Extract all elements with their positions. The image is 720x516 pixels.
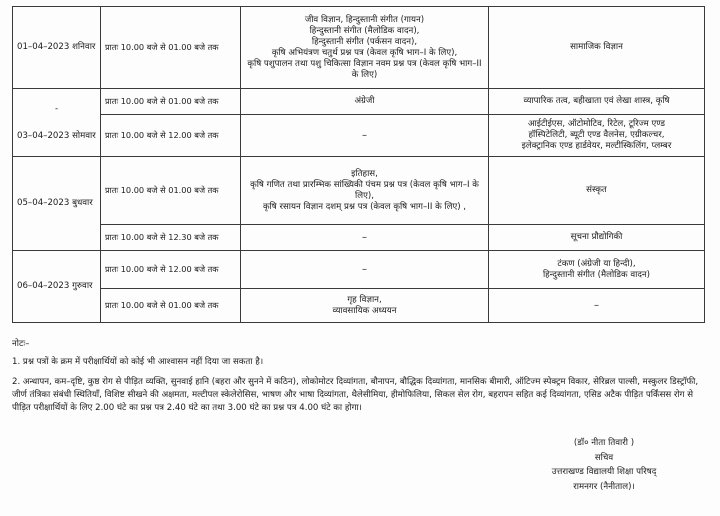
signatory-designation: सचिव (594, 452, 614, 463)
subject-line: कृषि गणित तथा प्रारम्भिक सांख्यिकी पंचम प्रश्न पत्र (केवल कृषि भाग–I के लिए), (250, 179, 479, 201)
exam-time: प्रातः 10.00 बजे से 12.00 बजे तक (101, 115, 241, 157)
signatory-name: (डॉ० नीता तिवारी ) (573, 438, 635, 448)
subject-line: गृह विज्ञान, (347, 294, 382, 305)
exam-time: प्रातः 10.00 बजे से 01.00 बजे तक (101, 89, 241, 115)
subject-line: व्यापारिक तत्व, बहीखाता एवं लेखा शास्त्र, कृषि (523, 96, 670, 106)
subject2-cell (489, 115, 705, 157)
subject-line: संस्कृत (586, 185, 607, 195)
subject-line: जीव विज्ञान, हिन्दुस्तानी संगीत (गायन) (304, 14, 425, 25)
subject-line: सूचना प्रौद्योगिकी (570, 232, 623, 242)
exam-day: सोमवार (72, 130, 96, 141)
subject-line: हिन्दुस्तानी संगीत (मैलोडिक वादन) (542, 269, 651, 280)
subject-line: कृषि अभियंत्रण चतुर्थ प्रश्न पत्र (केवल कृषि भाग–I के लिए), (271, 47, 458, 58)
subject-line: – (594, 300, 599, 311)
exam-date: 06–04–2023 (17, 281, 70, 291)
subject-cell (241, 251, 489, 289)
subject2-cell (489, 225, 705, 251)
subject-line: अंग्रेजी (354, 96, 375, 106)
note-item: 2. अन्धापन, कम–दृष्टि, कुष्ठ रोग से पीड़ित व्यक्ति, सुनवाई हानि (बहरा और सुनने में कठिन), लोकोमोटर दिव्यांगता, बौनापन, बौद्धिक दिव्यांगता, मानसिक बीमारी, ऑटिज्म स्पेक्ट्रम विकार, सेरिब्रल पाल्सी, मस्कुलर डिस्ट्रॉफी, जीर्ण तंत्रिका संबंधी स्थितियाँ, विशिष्ट सीखने की अक्षमता, मल्टीपल स्केलेरोसिस, भाषण और भाषा दिव्यांगता, थैलेसीमिया, हीमोफिलिया, सिकल सेल रोग, बहरापन सहित कई दिव्यांगता, एसिड अटैक पीड़ित पर्किंसस रोग से पीड़ित परीक्षार्थियों के लिए 2.00 घंटे का प्रश्न पत्र 2.40 घंटे का तथा 3.00 घंटे का प्रश्न पत्र 4.00 घंटे का होगा। (12, 377, 699, 413)
subject2-cell (489, 89, 705, 115)
subject-line: आईटीईएस, ऑटोमोटिव, रिटेल, टूरिज्म एण्ड (528, 119, 665, 129)
notes-section (12, 338, 708, 422)
subject-line: टंकण (अंग्रेजी या हिन्दी), (557, 258, 636, 269)
table-row (13, 157, 705, 225)
table-row (13, 289, 705, 323)
subject-line: – (362, 264, 367, 275)
exam-date-cell (13, 251, 101, 323)
subject-line: सामाजिक विज्ञान (570, 42, 623, 52)
subject-cell (241, 89, 489, 115)
exam-timetable (12, 6, 705, 323)
table-row (13, 7, 705, 89)
subject-line: हॉस्पिटेलिटी, ब्यूटी एण्ड वैलनेस, एग्रीकल्चर, (528, 130, 665, 140)
signatory-place: रामनगर (नैनीताल)। (573, 481, 635, 492)
subject-line: – (362, 130, 367, 141)
exam-day: शनिवार (72, 42, 96, 52)
signatory-organization: उत्तराखण्ड विद्यालयी शिक्षा परिषद् (551, 467, 657, 477)
date-mark: - (54, 103, 59, 114)
notes-heading: नोटः– (12, 339, 30, 349)
subject2-cell (489, 157, 705, 225)
subject2-cell (489, 289, 705, 323)
subject-cell (241, 115, 489, 157)
subject-cell (241, 225, 489, 251)
table-row (13, 115, 705, 157)
table-row (13, 225, 705, 251)
subject-line: इतिहास, (351, 168, 378, 179)
subject2-cell (489, 7, 705, 89)
subject-line: – (362, 232, 367, 243)
note-item: 1. प्रश्न पत्रों के क्रम में परीक्षार्थियों को कोई भी आश्वासन नहीं दिया जा सकता है। (12, 356, 264, 367)
exam-date: 05–04–2023 (17, 198, 70, 208)
subject-line: हिन्दुस्तानी संगीत (मैलोडिक वादन), (309, 25, 420, 36)
subject-cell (241, 289, 489, 323)
subject2-cell (489, 251, 705, 289)
exam-day: बुधवार (72, 198, 93, 208)
table-row (13, 89, 705, 115)
subject-line: व्यावसायिक अध्ययन (332, 305, 397, 316)
subject-line: हिन्दुस्तानी संगीत (पर्कसन वादन), (311, 36, 418, 47)
exam-date-cell (13, 157, 101, 251)
exam-time: प्रातः 10.00 बजे से 01.00 बजे तक (101, 289, 241, 323)
exam-time: प्रातः 10.00 बजे से 01.00 बजे तक (101, 7, 241, 89)
signature-block (504, 436, 704, 494)
subject-cell (241, 7, 489, 89)
exam-day: गुरुवार (72, 281, 93, 291)
exam-date: 03–04–2023 (17, 130, 70, 141)
subject-line: इलेक्ट्रानिक एण्ड हार्डवेयर, मल्टीस्किलिंग, प्लम्बर (521, 141, 672, 151)
exam-date: 01–04–2023 (17, 42, 70, 52)
exam-date-cell (13, 7, 101, 89)
exam-time: प्रातः 10.00 बजे से 12.00 बजे तक (101, 251, 241, 289)
subject-cell (241, 157, 489, 225)
subject-line: कृषि रसायन विज्ञान दशम् प्रश्न पत्र (केवल कृषि भाग–II के लिए) , (262, 201, 467, 212)
exam-date-cell (13, 89, 101, 157)
exam-time: प्रातः 10.00 बजे से 12.30 बजे तक (101, 225, 241, 251)
table-row (13, 251, 705, 289)
exam-time: प्रातः 10.00 बजे से 01.00 बजे तक (101, 157, 241, 225)
subject-line: कृषि पशुपालन तथा पशु चिकित्सा विज्ञान नवम प्रश्न पत्र (केवल कृषि भाग–II के लिए) (247, 58, 482, 80)
